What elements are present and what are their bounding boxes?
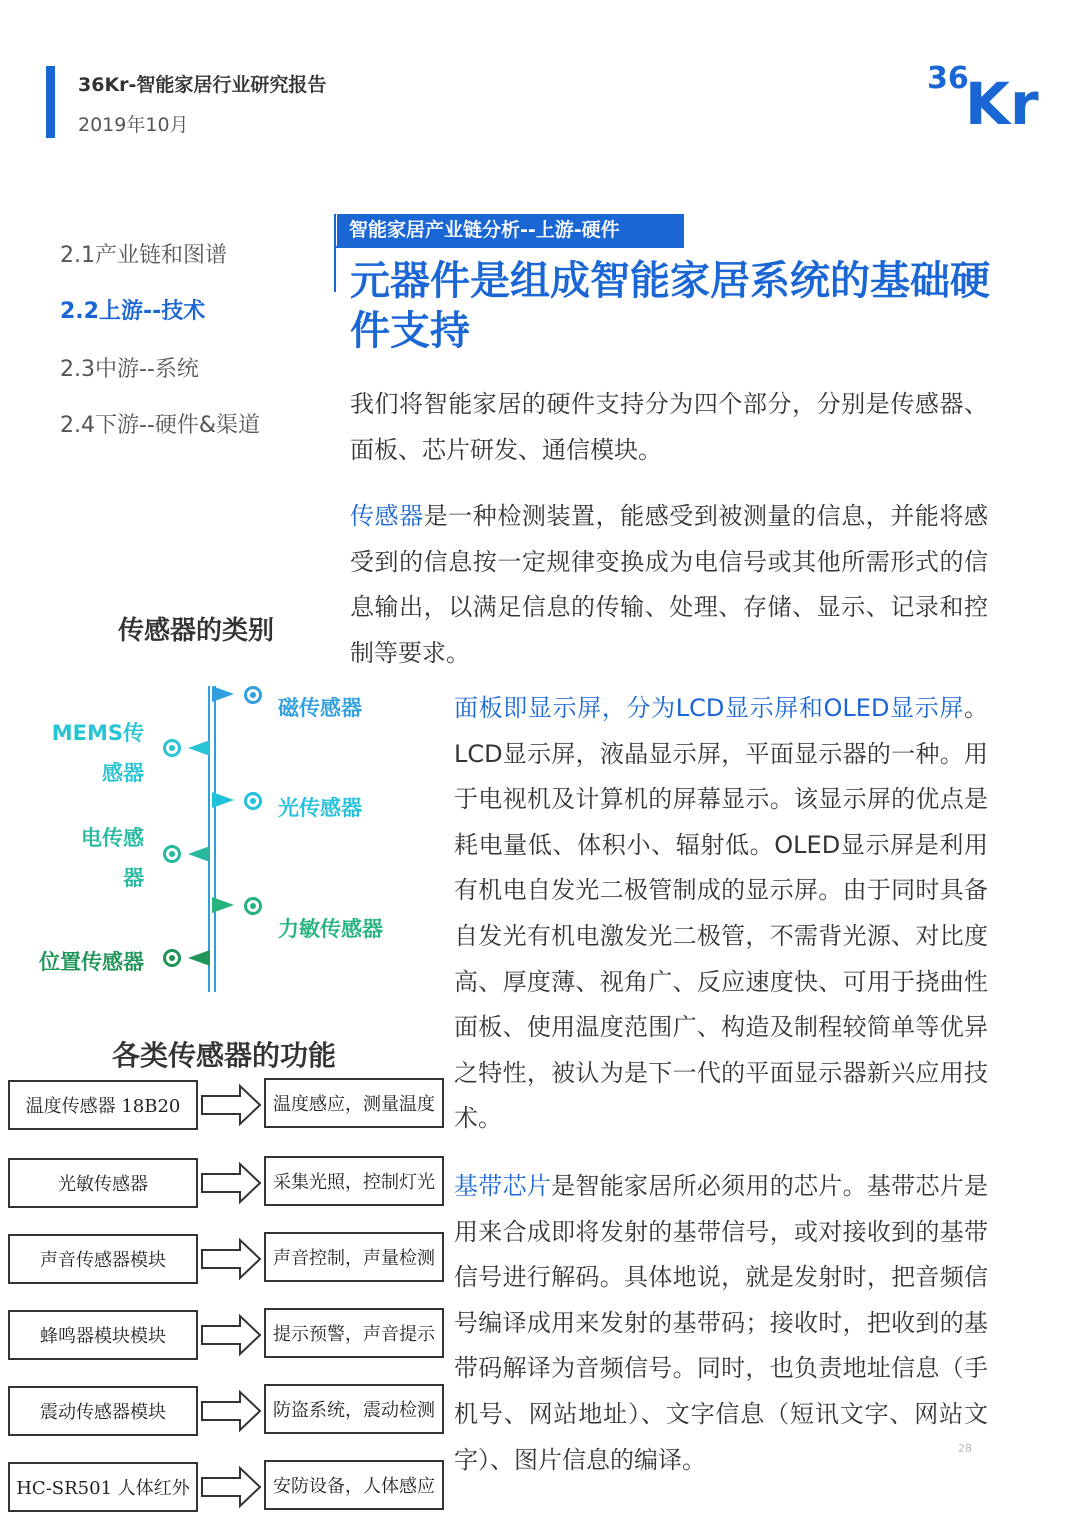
- sensor-name-box: 温度传感器 18B20: [8, 1080, 198, 1130]
- panel-paragraph: [454, 686, 988, 1142]
- sensor-function-box: 采集光照，控制灯光: [264, 1156, 444, 1206]
- toc-item-2-3[interactable]: 2.3中游--系统: [60, 357, 199, 382]
- sensor-type-light: 光传感器: [278, 796, 362, 820]
- sensor-functions-heading: 各类传感器的功能: [112, 1039, 337, 1072]
- sensor-name-box: 蜂鸣器模块模块: [8, 1310, 198, 1360]
- electric-sensor-dot-icon: [163, 845, 181, 863]
- sensor-function-box: 防盗系统，震动检测: [264, 1384, 444, 1434]
- position-sensor-dot-icon: [163, 949, 181, 967]
- report-title: 36Kr-智能家居行业研究报告: [78, 74, 327, 96]
- intro-paragraph: 我们将智能家居的硬件支持分为四个部分，分别是传感器、面板、芯片研发、通信模块。: [350, 390, 988, 464]
- flag-right-icon: [212, 792, 234, 808]
- flag-left-icon: [188, 846, 210, 862]
- chip-paragraph: [454, 1164, 988, 1483]
- logo-mark-36: 36: [927, 61, 969, 96]
- magnetic-sensor-dot-icon: [244, 686, 262, 704]
- section-divider-horizontal: [334, 246, 684, 248]
- sensor-type-force: 力敏传感器: [278, 917, 383, 941]
- sensor-name-box: 光敏传感器: [8, 1158, 198, 1208]
- sensor-name-box: 震动传感器模块: [8, 1386, 198, 1436]
- flag-left-icon: [188, 950, 210, 966]
- sensor-text: 是一种检测装置，能感受到被测量的信息，并能将感受到的信息按一定规律变换成为电信号或其他所需形式的信息输出，以满足信息的传输、处理、存储、显示、记录和控制等要求。: [350, 502, 989, 667]
- sensor-function-box: 温度感应，测量温度: [264, 1078, 444, 1128]
- right-arrow-icon: [200, 1466, 262, 1508]
- section-divider-vertical: [334, 214, 336, 292]
- sensor-function-box: 提示预警，声音提示: [264, 1308, 444, 1358]
- force-sensor-dot-icon: [244, 897, 262, 915]
- panel-term: 面板即显示屏，分为LCD显示屏和OLED显示屏: [454, 694, 964, 722]
- section-label: 智能家居产业链分析--上游-硬件: [337, 214, 684, 246]
- panel-text: 。LCD显示屏，液晶显示屏，平面显示器的一种。用于电视机及计算机的屏幕显示。该显示屏的优点是耗电量低、体积小、辐射低。OLED显示屏是利用有机电自发光二极管制成的显示屏。由于同时具备自发光有机电激发光二极管，不需背光源、对比度高、厚度薄、视角广、反应速度快、可用于挠曲性面板、使用温度范围广、构造及制程较简单等优异之特性，被认为是下一代的平面显示器新兴应用技术。: [454, 694, 988, 1133]
- header-accent-bar: [46, 66, 55, 138]
- sensor-axis-line: [208, 686, 210, 992]
- toc-item-2-2[interactable]: 2.2上游--技术: [60, 299, 206, 324]
- sensor-paragraph: [350, 494, 988, 676]
- sensor-function-box: 声音控制，声量检测: [264, 1232, 444, 1282]
- sensor-type-mems: MEMS传 感器: [51, 721, 144, 785]
- chip-term: 基带芯片: [454, 1172, 552, 1200]
- 36kr-logo: [925, 58, 1040, 128]
- sensor-types-heading: 传感器的类别: [118, 616, 275, 646]
- sensor-type-position: 位置传感器: [39, 950, 144, 974]
- sensor-name-box: HC-SR501 人体红外: [8, 1462, 198, 1512]
- flag-right-icon: [212, 897, 234, 913]
- page-number: 28: [958, 1442, 972, 1455]
- sensor-axis-line: [214, 686, 216, 992]
- right-arrow-icon: [200, 1238, 262, 1280]
- mems-sensor-dot-icon: [163, 739, 181, 757]
- right-arrow-icon: [200, 1084, 262, 1126]
- sensor-type-electric: 电传感 器: [81, 826, 144, 890]
- right-arrow-icon: [200, 1314, 262, 1356]
- right-arrow-icon: [200, 1162, 262, 1204]
- toc-item-2-1[interactable]: 2.1产业链和图谱: [60, 243, 227, 268]
- sensor-term: 传感器: [350, 502, 424, 530]
- flag-right-icon: [212, 686, 234, 702]
- sensor-name-box: 声音传感器模块: [8, 1234, 198, 1284]
- toc-item-2-4[interactable]: 2.4下游--硬件&渠道: [60, 413, 261, 438]
- right-arrow-icon: [200, 1390, 262, 1432]
- report-date: 2019年10月: [78, 114, 189, 136]
- chip-text: 是智能家居所必须用的芯片。基带芯片是用来合成即将发射的基带信号，或对接收到的基带信号进行解码。具体地说，就是发射时，把音频信号编译成用来发射的基带码；接收时，把收到的基带码解译为音频信号。同时，也负责地址信息（手机号、网站地址）、文字信息（短讯文字、网站文字）、图片信息的编译。: [454, 1172, 989, 1474]
- sensor-function-box: 安防设备，人体感应: [264, 1460, 444, 1510]
- logo-mark-kr: Kr: [965, 70, 1039, 128]
- light-sensor-dot-icon: [244, 792, 262, 810]
- page-title: 元器件是组成智能家居系统的基础硬件支持: [350, 258, 990, 354]
- flag-left-icon: [188, 740, 210, 756]
- sensor-type-magnetic: 磁传感器: [278, 696, 362, 720]
